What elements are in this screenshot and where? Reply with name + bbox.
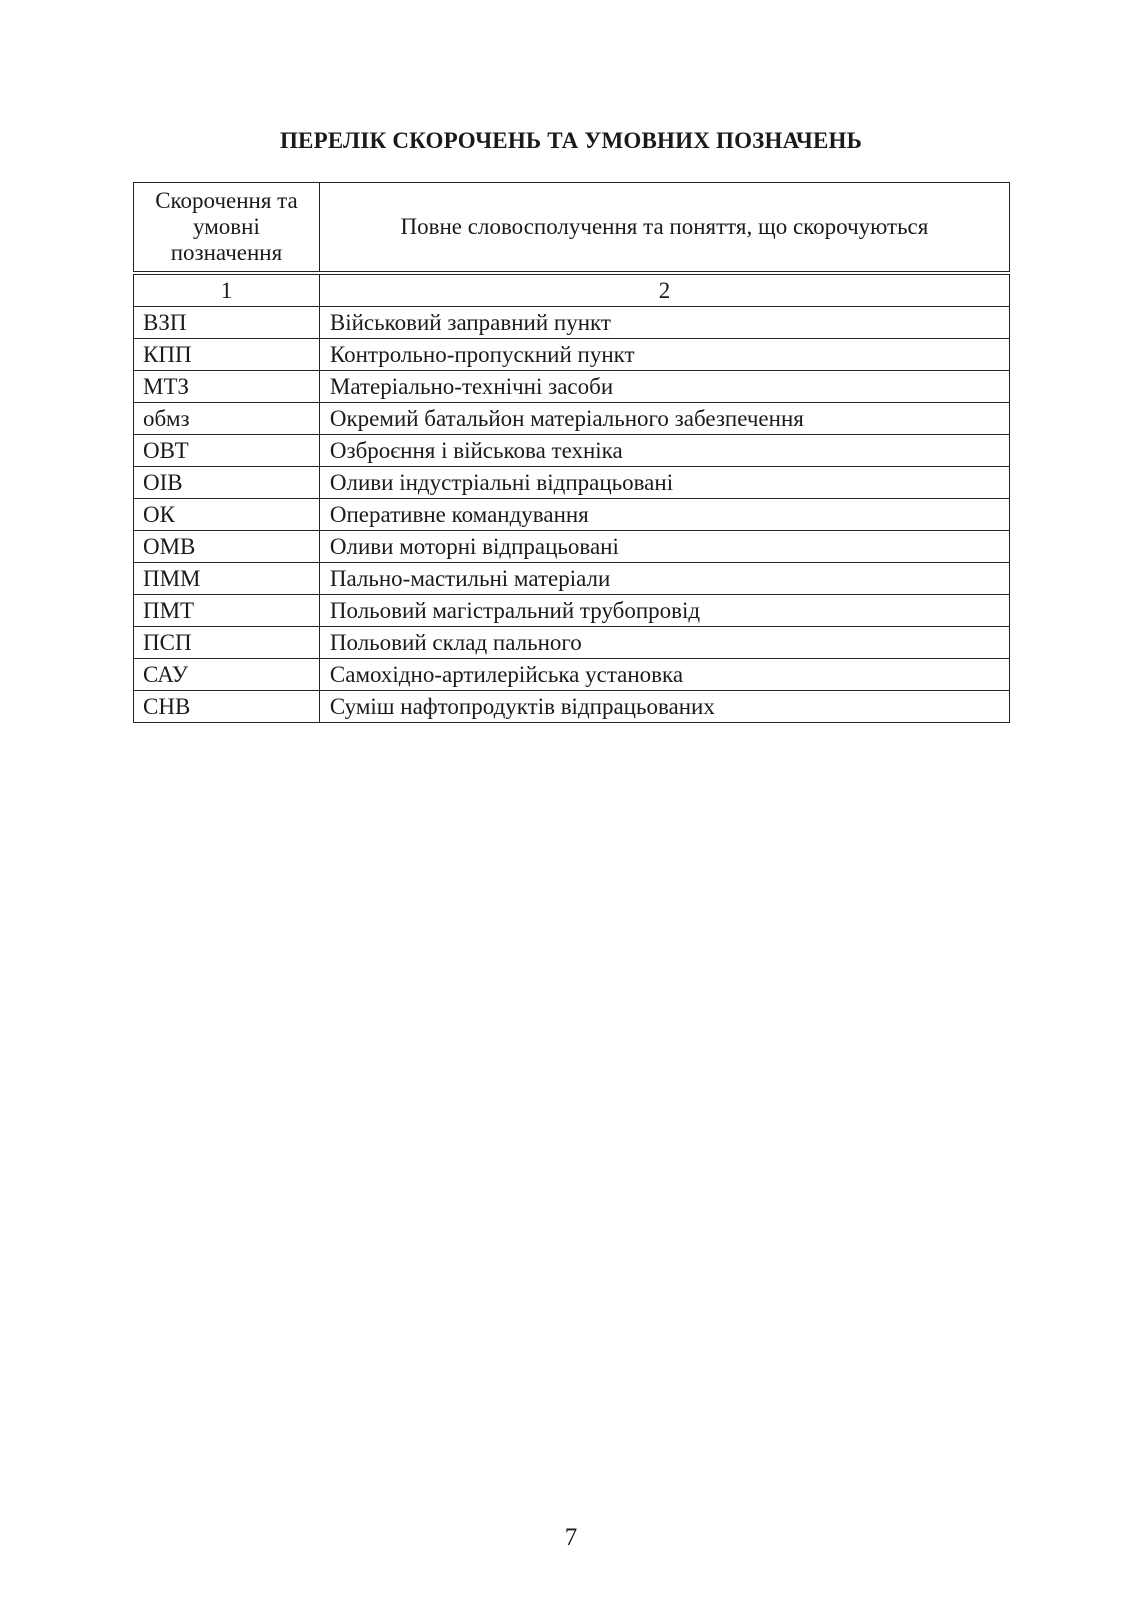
table-row <box>134 595 1010 627</box>
full-term-cell: Окремий батальйон матеріального забезпечення <box>319 403 1009 435</box>
full-term-cell: Оливи моторні відпрацьовані <box>319 531 1009 563</box>
full-term-cell: Матеріально-технічні засоби <box>319 371 1009 403</box>
column-number-2: 2 <box>319 273 1009 307</box>
abbreviation-cell: обмз <box>134 403 320 435</box>
table-header-row <box>134 183 1010 274</box>
abbreviation-cell: КПП <box>134 339 320 371</box>
table-row <box>134 531 1010 563</box>
table-row <box>134 499 1010 531</box>
table-row <box>134 371 1010 403</box>
table-row <box>134 435 1010 467</box>
full-term-cell: Озброєння і військова техніка <box>319 435 1009 467</box>
full-term-cell: Оливи індустріальні відпрацьовані <box>319 467 1009 499</box>
abbreviation-cell: ВЗП <box>134 307 320 339</box>
full-term-cell: Оперативне командування <box>319 499 1009 531</box>
full-term-cell: Суміш нафтопродуктів відпрацьованих <box>319 691 1009 723</box>
abbreviation-cell: САУ <box>134 659 320 691</box>
abbreviations-table <box>133 182 1010 723</box>
abbreviation-cell: ПСП <box>134 627 320 659</box>
table-row <box>134 627 1010 659</box>
column-number-1: 1 <box>134 273 320 307</box>
table-row <box>134 339 1010 371</box>
abbreviation-cell: ОВТ <box>134 435 320 467</box>
table-row <box>134 659 1010 691</box>
header-full-term: Повне словосполучення та поняття, що скорочуються <box>319 183 1009 274</box>
page-number: 7 <box>564 1524 578 1551</box>
table-row <box>134 563 1010 595</box>
table-row <box>134 307 1010 339</box>
table-row <box>134 467 1010 499</box>
full-term-cell: Польовий склад пального <box>319 627 1009 659</box>
abbreviation-cell: ОІВ <box>134 467 320 499</box>
column-number-row <box>134 273 1010 307</box>
abbreviation-cell: ОМВ <box>134 531 320 563</box>
abbreviation-cell: СНВ <box>134 691 320 723</box>
full-term-cell: Польовий магістральний трубопровід <box>319 595 1009 627</box>
full-term-cell: Військовий заправний пункт <box>319 307 1009 339</box>
page-title: ПЕРЕЛІК СКОРОЧЕНЬ ТА УМОВНИХ ПОЗНАЧЕНЬ <box>279 128 863 153</box>
abbreviation-cell: ПМТ <box>134 595 320 627</box>
table-row <box>134 691 1010 723</box>
full-term-cell: Пально-мастильні матеріали <box>319 563 1009 595</box>
abbreviation-cell: ОК <box>134 499 320 531</box>
full-term-cell: Контрольно-пропускний пункт <box>319 339 1009 371</box>
full-term-cell: Самохідно-артилерійська установка <box>319 659 1009 691</box>
table-row <box>134 403 1010 435</box>
abbreviation-cell: ПММ <box>134 563 320 595</box>
header-abbreviation: Скорочення та умовні позначення <box>134 183 320 274</box>
abbreviation-cell: МТЗ <box>134 371 320 403</box>
